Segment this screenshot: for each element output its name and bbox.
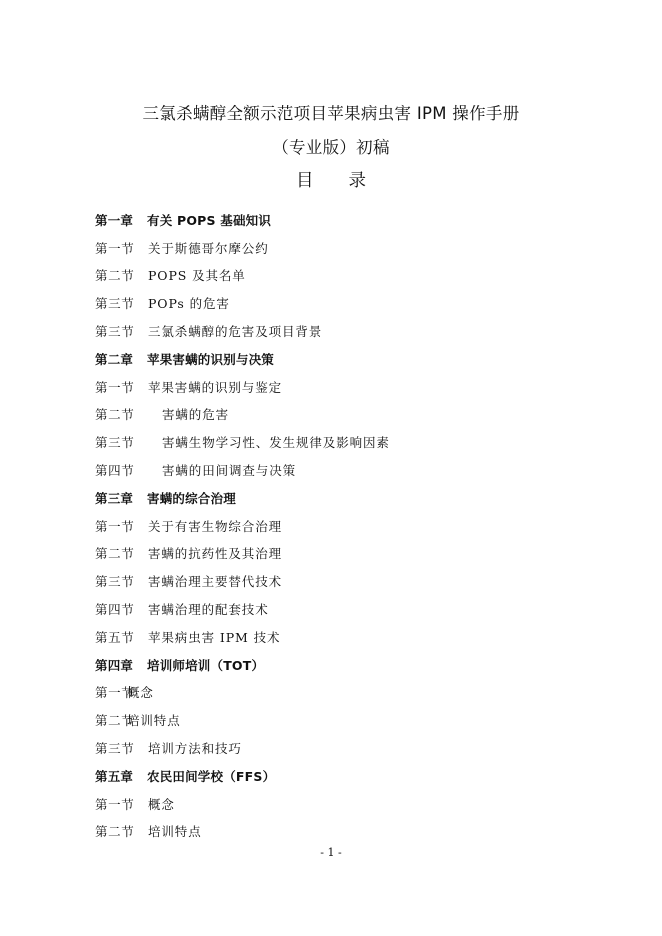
toc-text: 概念 (127, 685, 154, 701)
toc-section (95, 596, 615, 624)
toc-section (95, 429, 615, 457)
toc-section (95, 374, 615, 402)
toc-number: 第一节 (95, 685, 135, 701)
toc-number: 第五章 (95, 768, 134, 784)
toc-section (95, 235, 615, 263)
toc-text: POPS 及其名单 (148, 268, 246, 284)
toc-text: 培训方法和技巧 (148, 741, 242, 757)
toc-text: 三氯杀螨醇的危害及项目背景 (148, 324, 323, 340)
toc-section (95, 541, 615, 569)
toc-section (95, 568, 615, 596)
toc-number: 第一节 (95, 796, 135, 812)
toc-text: 培训师培训（TOT） (147, 657, 265, 673)
toc-text: 关于斯德哥尔摩公约 (148, 240, 269, 256)
toc-section (95, 735, 615, 763)
toc-text: 害螨生物学习性、发生规律及影响因素 (162, 435, 390, 451)
toc-number: 第三节 (95, 574, 135, 590)
toc-number: 第二节 (95, 268, 135, 284)
toc-chapter (95, 207, 615, 235)
toc-number: 第二节 (95, 713, 135, 729)
toc-section (95, 457, 615, 485)
toc-number: 第五节 (95, 629, 135, 645)
toc-text: 苹果害螨的识别与鉴定 (148, 379, 283, 395)
toc-number: 第三章 (95, 490, 134, 506)
toc-chapter (95, 485, 615, 513)
toc-text: 害螨的抗药性及其治理 (148, 546, 283, 562)
toc-number: 第一节 (95, 379, 135, 395)
toc-section (95, 707, 615, 735)
document-title: 三氯杀螨醇全额示范项目苹果病虫害 IPM 操作手册 (142, 104, 520, 123)
toc-section (95, 290, 615, 318)
toc-section (95, 680, 615, 708)
toc-number: 第一节 (95, 518, 135, 534)
toc-section (95, 624, 615, 652)
toc-section (95, 791, 615, 819)
toc-number: 第四节 (95, 602, 135, 618)
toc-text: 害螨治理主要替代技术 (148, 574, 283, 590)
toc-chapter (95, 652, 615, 680)
toc-number: 第二章 (95, 351, 134, 367)
toc-text: 概念 (148, 796, 175, 812)
toc-number: 第二节 (95, 546, 135, 562)
document-subtitle: （专业版）初稿 (272, 138, 390, 157)
toc-text: 培训特点 (127, 713, 181, 729)
toc-chapter (95, 346, 615, 374)
toc-number: 第三节 (95, 324, 135, 340)
toc-chapter (95, 763, 615, 791)
toc-text: 苹果害螨的识别与决策 (147, 351, 275, 367)
toc-number: 第一章 (95, 212, 134, 228)
toc-number: 第二节 (95, 824, 135, 840)
toc-section (95, 263, 615, 291)
toc-text: 害螨的危害 (162, 407, 230, 423)
toc-number: 第三节 (95, 296, 135, 312)
toc-text: 害螨的综合治理 (147, 490, 236, 506)
toc-text: 关于有害生物综合治理 (148, 518, 283, 534)
toc-text: 农民田间学校（FFS） (147, 768, 276, 784)
toc-section (95, 513, 615, 541)
toc-number: 第二节 (95, 407, 135, 423)
toc-text: 苹果病虫害 IPM 技术 (148, 629, 281, 645)
toc-number: 第四章 (95, 657, 134, 673)
toc-text: POPs 的危害 (148, 296, 230, 312)
toc-text: 培训特点 (148, 824, 202, 840)
toc-text: 有关 POPS 基础知识 (147, 212, 272, 228)
toc-number: 第三节 (95, 435, 135, 451)
page-number: - 1 - (320, 846, 342, 859)
toc-section (95, 402, 615, 430)
toc-number: 第一节 (95, 240, 135, 256)
toc-section (95, 318, 615, 346)
table-of-contents (95, 207, 615, 846)
toc-number: 第三节 (95, 741, 135, 757)
toc-heading: 目 录 (296, 171, 366, 191)
toc-number: 第四节 (95, 463, 135, 479)
toc-section (95, 819, 615, 847)
toc-text: 害螨的田间调查与决策 (162, 463, 297, 479)
toc-text: 害螨治理的配套技术 (148, 602, 269, 618)
